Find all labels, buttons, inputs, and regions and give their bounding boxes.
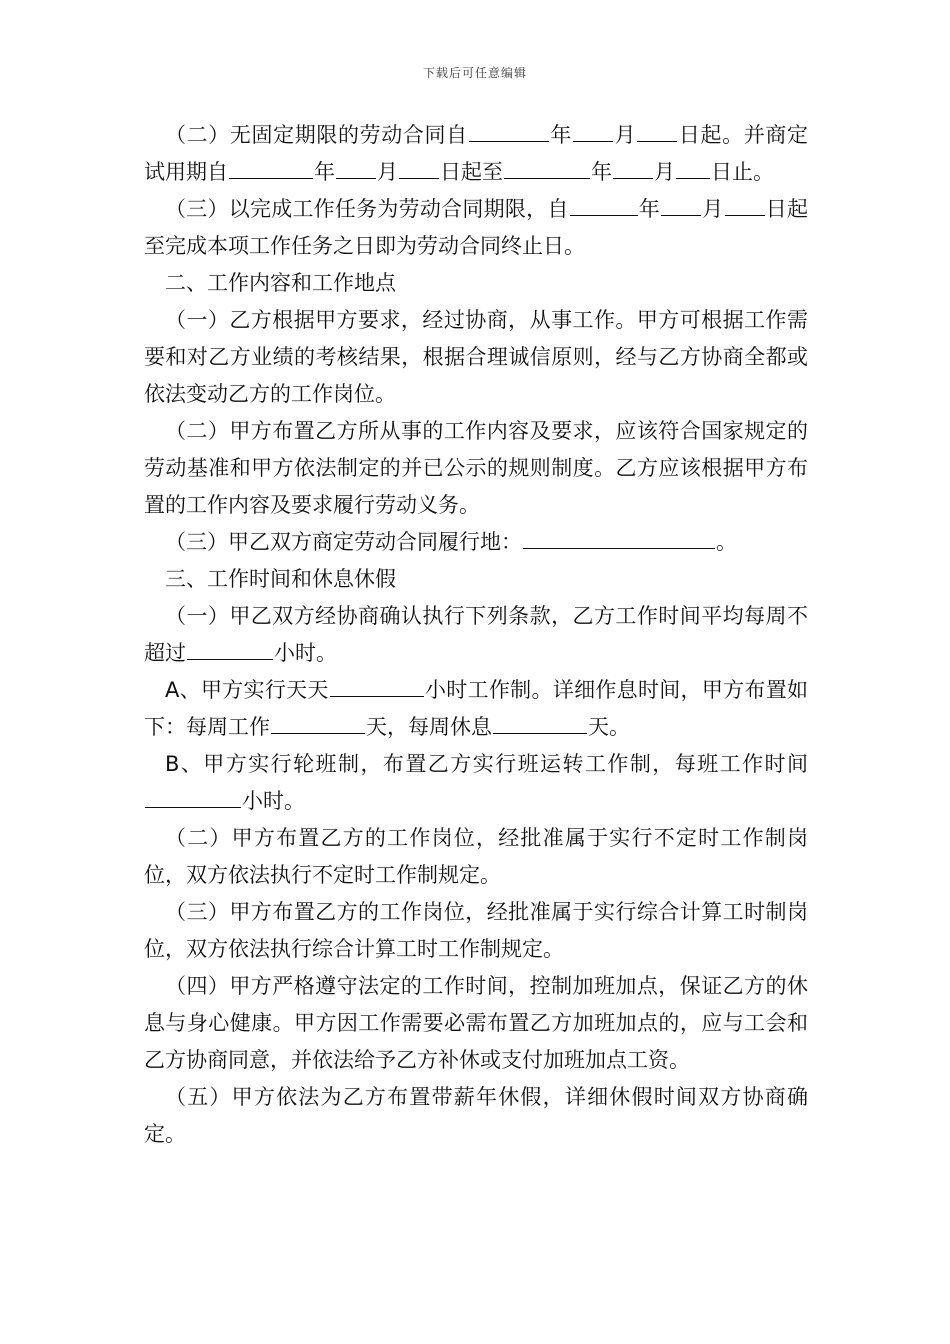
text-run: 月	[702, 197, 724, 221]
fill-in-blank[interactable]	[676, 156, 710, 179]
fill-in-blank[interactable]	[187, 637, 273, 660]
paragraph-p5	[144, 413, 808, 524]
paragraph-p11	[144, 820, 808, 894]
fill-in-blank[interactable]	[661, 193, 701, 216]
text-run: 天，每周休息	[366, 715, 492, 739]
text-run: 日起至	[440, 160, 503, 184]
paragraph-p1	[144, 117, 808, 191]
text-run: （五）甲方依法为乙方布置带薪年休假，详细休假时间双方协商确定。	[144, 1085, 808, 1146]
text-run: 月	[614, 123, 637, 147]
fill-in-blank[interactable]	[637, 119, 677, 142]
paragraph-p9	[144, 672, 808, 746]
text-run: （一）乙方根据甲方要求，经过协商，从事工作。甲方可根据工作需要和对乙方业绩的考核结果，根据合理诚信原则，经与乙方协商全都或依法变动乙方的工作岗位。	[144, 308, 808, 406]
text-run: 二、工作内容和工作地点	[165, 271, 396, 295]
text-run: 年	[638, 197, 661, 221]
text-run: B、甲方实行轮班制，布置乙方实行班运转工作制，每班工作时间	[165, 752, 808, 776]
text-run: （二）无固定期限的劳动合同自	[165, 123, 468, 147]
fill-in-blank[interactable]	[573, 119, 613, 142]
paragraph-p13	[144, 968, 808, 1079]
fill-in-blank[interactable]	[469, 119, 549, 142]
text-run: 年	[549, 123, 572, 147]
paragraph-p3	[144, 265, 808, 302]
fill-in-blank[interactable]	[229, 156, 313, 179]
paragraph-p7	[144, 561, 808, 598]
paragraph-p10	[144, 746, 808, 820]
fill-in-blank[interactable]	[145, 785, 241, 808]
text-run: （三）以完成工作任务为劳动合同期限，自	[165, 197, 569, 221]
text-run: 。	[716, 530, 737, 554]
document-body	[144, 117, 808, 1153]
text-run: 小时。	[242, 789, 305, 813]
fill-in-blank[interactable]	[570, 193, 638, 216]
text-run: 日起至完成本项工作任务之日即为劳动合同终止日。	[144, 197, 809, 258]
text-run: 天。	[588, 715, 630, 739]
paragraph-p14	[144, 1079, 808, 1153]
paragraph-p12	[144, 894, 808, 968]
paragraph-p4	[144, 302, 808, 413]
fill-in-blank[interactable]	[336, 156, 376, 179]
fill-in-blank[interactable]	[523, 526, 715, 549]
text-run: （一）甲乙双方经协商确认执行下列条款，乙方工作时间平均每周不超过	[144, 604, 808, 665]
fill-in-blank[interactable]	[399, 156, 439, 179]
paragraph-p8	[144, 598, 808, 672]
fill-in-blank[interactable]	[613, 156, 653, 179]
text-run: 小时。	[274, 641, 337, 665]
text-run: 日起。并商定试用期自	[144, 123, 808, 184]
text-run: （二）甲方布置乙方所从事的工作内容及要求，应该符合国家规定的劳动基准和甲方依法制定的并已公示的规则制度。乙方应该根据甲方布置的工作内容及要求履行劳动义务。	[144, 419, 808, 517]
text-run: 月	[654, 160, 675, 184]
paragraph-p6	[144, 524, 808, 561]
text-run: （四）甲方严格遵守法定的工作时间，控制加班加点，保证乙方的休息与身心健康。甲方因工作需要必需布置乙方加班加点的，应与工会和乙方协商同意，并依法给予乙方补休或支付加班加点工资。	[144, 974, 808, 1072]
text-run: 年	[314, 160, 335, 184]
text-run: A、甲方实行天天	[165, 678, 329, 702]
text-run: （三）甲乙双方商定劳动合同履行地：	[165, 530, 522, 554]
fill-in-blank[interactable]	[504, 156, 590, 179]
paragraph-p2	[144, 191, 808, 265]
fill-in-blank[interactable]	[271, 711, 365, 734]
text-run: 日止。	[711, 160, 774, 184]
fill-in-blank[interactable]	[330, 674, 424, 697]
text-run: （三）甲方布置乙方的工作岗位，经批准属于实行综合计算工时制岗位，双方依法执行综合计算工时工作制规定。	[144, 900, 808, 961]
fill-in-blank[interactable]	[493, 711, 587, 734]
page-header: 下载后可任意编辑	[422, 66, 527, 80]
fill-in-blank[interactable]	[725, 193, 765, 216]
text-run: 年	[591, 160, 612, 184]
text-run: 三、工作时间和休息休假	[165, 567, 396, 591]
text-run: 月	[377, 160, 398, 184]
text-run: 小时工作制。详细作息时间，甲方布置如下：每周工作	[144, 678, 808, 739]
text-run: （二）甲方布置乙方的工作岗位，经批准属于实行不定时工作制岗位，双方依法执行不定时工作制规定。	[144, 826, 808, 887]
